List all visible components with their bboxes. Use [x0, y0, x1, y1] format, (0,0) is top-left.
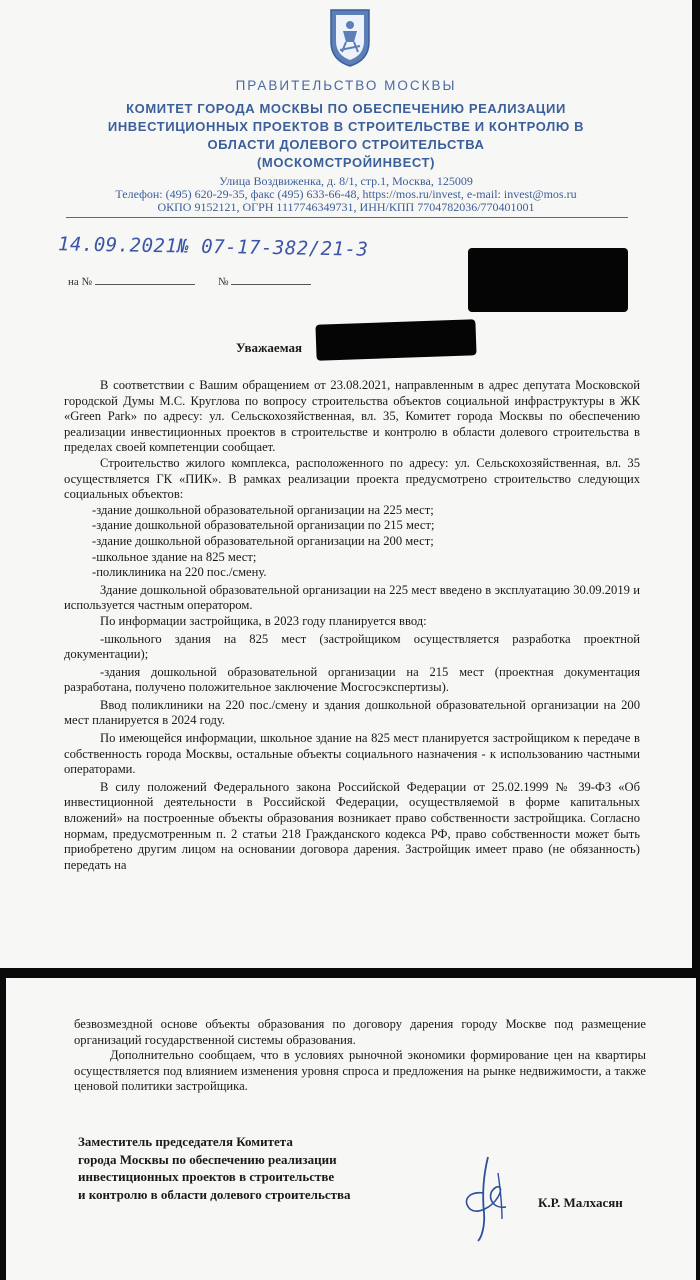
signatory-title-line: Заместитель председателя Комитета: [78, 1134, 293, 1149]
body-paragraph: В силу положений Федерального закона Российской Федерации от 25.02.1999 № 39-ФЗ «Об инвестиционной деятельности в Российской Федерации, осуществляемой в форме капитальных вложений» на построенные объекты образования возникает право собственности застройщика. Согласно нормам, предусмотренным п. 2 статьи 218 Гражданского кодекса РФ, право собственности может быть приобретено другим лицом на основании договора дарения. Застройщик имеет право (не обязанность) передать на: [64, 779, 640, 872]
reply-number-label: №: [218, 276, 229, 288]
contacts-line: Телефон: (495) 620-29-35, факс (495) 633-66-48, https://mos.ru/invest, e-mail: invest@mos.ru: [115, 187, 577, 201]
signatory-name: К.Р. Малхасян: [538, 1195, 623, 1210]
body-paragraph: По имеющейся информации, школьное здание на 825 мест планируется застройщиком к передаче в собственность города Москвы, остальные объекты социального назначения - к использованию частными операторами.: [64, 731, 640, 777]
body-paragraph: Здание дошкольной образовательной организации на 225 мест введено в эксплуатацию 30.09.2019 и используется частным оператором.: [64, 582, 640, 613]
body-paragraph: По информации застройщика, в 2023 году планируется ввод:: [100, 613, 427, 628]
list-item: -школьное здание на 825 мест;: [92, 549, 257, 564]
moscow-coat-of-arms-icon: [325, 6, 375, 68]
committee-line-2: ИНВЕСТИЦИОННЫХ ПРОЕКТОВ В СТРОИТЕЛЬСТВЕ И КОНТРОЛЮ В: [107, 119, 585, 134]
handwritten-registration-number: 14.09.2021№ 07-17-382/21-3: [57, 233, 369, 261]
signatory-title-line: и контролю в области долевого строительства: [78, 1186, 351, 1202]
body-paragraph: -школьного здания на 825 мест (застройщиком осуществляется разработка проектной документации);: [64, 631, 640, 662]
body-paragraph: -здания дошкольной образовательной организации на 215 мест (проектная документация разработана, получено положительное заключение Мосгосэкспертизы).: [64, 664, 640, 695]
committee-line-3: ОБЛАСТИ ДОЛЕВОГО СТРОИТЕЛЬСТВА: [207, 137, 485, 152]
body-paragraph: Строительство жилого комплекса, расположенного по адресу: ул. Сельскохозяйственная, вл. 35 осуществляется ГК «ПИК». В рамках реализации проекта предусмотрено строительство следующих социальных объектов:: [64, 455, 640, 502]
body-paragraph: В соответствии с Вашим обращением от 23.08.2021, направленным в адрес депутата Московской городской Думы М.С. Круглова по вопросу строительства объектов социальной инфраструктуры в ЖК «Green Park» по адресу: ул. Сельскохозяйственная, вл. 35, Комитет города Москвы по обеспечению реализации инвестиционных проектов в строительстве и контролю в области долевого строительства в пределах своей компетенции сообщает.: [64, 378, 640, 455]
handwritten-signature-icon: [458, 1153, 520, 1243]
reply-to-label: на №: [68, 276, 93, 288]
letter-body-page-1: [64, 378, 640, 873]
signatory-title-line: инвестиционных проектов в строительстве: [78, 1169, 335, 1184]
body-paragraph: Дополнительно сообщаем, что в условиях рыночной экономики формирование цен на квартиры осуществляется под влиянием изменения уровня спроса и предложения на рынке недвижимости, а также ценовой политики застройщика.: [74, 1048, 646, 1094]
list-item: -здание дошкольной образовательной организации по 215 мест;: [92, 518, 435, 533]
body-paragraph: безвозмездной основе объекты образования по договору дарения городу Москве под размещение организаций государственной системы образования.: [74, 1017, 646, 1047]
committee-line-1: КОМИТЕТ ГОРОДА МОСКВЫ ПО ОБЕСПЕЧЕНИЮ РЕАЛИЗАЦИИ: [126, 101, 566, 116]
signatory-title: [78, 1133, 351, 1203]
reply-number-field: [218, 275, 311, 288]
letter-page-2: [6, 978, 696, 1280]
list-item: -здание дошкольной образовательной организации на 225 мест;: [92, 502, 434, 517]
redacted-addressee-name: [315, 319, 476, 361]
government-heading: ПРАВИТЕЛЬСТВО МОСКВЫ: [235, 78, 457, 93]
greeting: Уважаемая: [236, 340, 302, 355]
letter-body-page-2: [74, 1017, 646, 1095]
registry-codes-line: ОКПО 9152121, ОГРН 1117746349731, ИНН/КПП 7704782036/770401001: [157, 200, 535, 214]
redacted-addressee-block: [468, 248, 628, 312]
list-item: -поликлиника на 220 пос./смену.: [92, 565, 267, 580]
committee-line-4: (МОСКОМСТРОЙИНВЕСТ): [256, 155, 436, 170]
header-divider: [66, 217, 628, 218]
body-paragraph: Ввод поликлиники на 220 пос./смену и здания дошкольной образовательной организации на 200 мест планируется в 2024 году.: [64, 697, 640, 728]
list-item: -здание дошкольной образовательной организации на 200 мест;: [92, 533, 434, 548]
signatory-title-line: города Москвы по обеспечению реализации: [78, 1151, 337, 1167]
reply-to-field: [68, 275, 195, 288]
address-line: Улица Воздвиженка, д. 8/1, стр.1, Москва, 125009: [219, 174, 473, 188]
